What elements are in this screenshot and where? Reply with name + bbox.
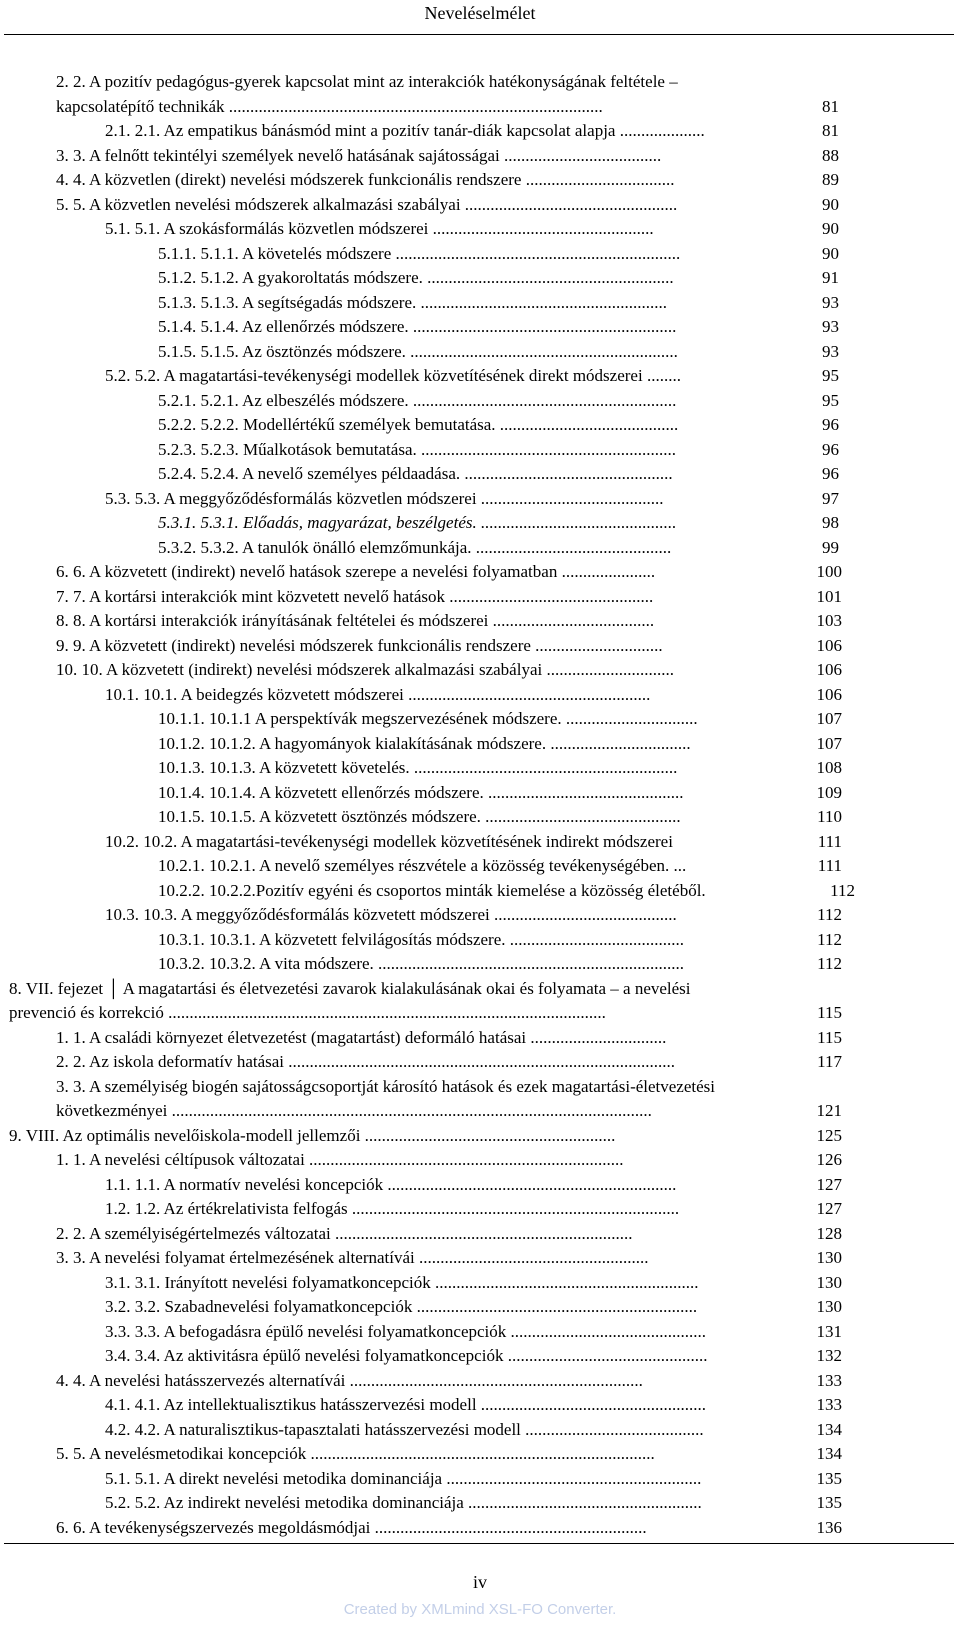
toc-chapter-entry[interactable]: 9. VIII. Az optimális nevelőiskola-modell jellemzői ........................................................... 125 (9, 1125, 842, 1145)
toc-entry[interactable]: 10.2. 10.2. A magatartási-tevékenységi modellek közvetítésének indirekt módszerei 111 (105, 831, 842, 851)
toc-entry[interactable]: 5.1.4. 5.1.4. Az ellenőrzés módszere. .............................................................. 93 (158, 317, 839, 336)
toc-entry[interactable]: 3. 3. A nevelési folyamat értelmezésének alternatívái ...................................................... 130 (56, 1248, 842, 1267)
toc-entry[interactable]: 5.2. 5.2. A magatartási-tevékenységi modellek közvetítésének direkt módszerei ........ 95 (105, 366, 839, 385)
toc-entry[interactable]: 8. 8. A kortársi interakciók irányításának feltételei és módszerei ...................................... 103 (56, 611, 842, 630)
toc-entry[interactable]: 10.1.3. 10.1.3. A közvetett követelés. .............................................................. 108 (158, 758, 842, 777)
toc-entry[interactable]: 10.1.4. 10.1.4. A közvetett ellenőrzés módszere. .............................................. 109 (158, 782, 842, 802)
toc-entry[interactable]: 5.1. 5.1. A direkt nevelési metodika dominanciája ............................................................ 135 (105, 1468, 842, 1488)
page-number: iv (472, 1572, 487, 1592)
toc-entry[interactable]: kapcsolatépítő technikák ........................................................................................ 81 (56, 96, 839, 116)
toc-entry[interactable]: 7. 7. A kortársi interakciók mint közvetett nevelő hatások ................................................ 101 (56, 586, 842, 606)
toc-entry[interactable]: 6. 6. A tevékenységszervezés megoldásmódjai ................................................................ 136 (56, 1517, 842, 1537)
toc-entry[interactable]: 4.2. 4.2. A naturalisztikus-tapasztalati hatásszervezési modell .......................................... 134 (105, 1419, 842, 1439)
toc-entry[interactable]: 10.1.1. 10.1.1 A perspektívák megszervezésének módszere. ............................... 107 (158, 709, 842, 728)
toc-entry[interactable]: 3. 3. A felnőtt tekintélyi személyek nevelő hatásának sajátosságai ..................................... 88 (56, 145, 839, 165)
table-of-contents (0, 70, 960, 1540)
toc-entry[interactable]: 4. 4. A közvetlen (direkt) nevelési módszerek funkcionális rendszere ................................... 89 (56, 170, 839, 189)
toc-entry[interactable]: 3. 3. A személyiség biogén sajátosságcsoportját károsító hatások és ezek magatartási-életvezetési (56, 1076, 716, 1096)
toc-entry[interactable]: 3.3. 3.3. A befogadásra épülő nevelési folyamatkoncepciók .............................................. 131 (105, 1321, 842, 1341)
toc-entry[interactable]: 10.3.2. 10.3.2. A vita módszere. ........................................................................ 112 (158, 954, 842, 973)
toc-entry[interactable]: 5.1.3. 5.1.3. A segítségadás módszere. .......................................................... 93 (158, 292, 839, 312)
toc-entry[interactable]: 2.1. 2.1. Az empatikus bánásmód mint a pozitív tanár-diák kapcsolat alapja .................... 81 (105, 121, 839, 140)
toc-entry[interactable]: 3.4. 3.4. Az aktivitásra épülő nevelési folyamatkoncepciók ............................................... 132 (105, 1346, 842, 1365)
toc-entry[interactable]: 6. 6. A közvetett (indirekt) nevelő hatások szerepe a nevelési folyamatban ...................... 100 (56, 562, 842, 581)
toc-chapter-entry[interactable]: 8. VII. fejezet │ A magatartási és életvezetési zavarok kialakulásának okai és folyamata – a nevelési (9, 978, 691, 998)
toc-entry[interactable]: 2. 2. A személyiségértelmezés változatai ...................................................................... 128 (56, 1223, 842, 1243)
toc-entry[interactable]: 3.1. 3.1. Irányított nevelési folyamatkoncepciók .............................................................. 130 (105, 1272, 842, 1292)
toc-entry[interactable]: 10.1.5. 10.1.5. A közvetett ösztönzés módszere. .............................................. 110 (158, 807, 842, 826)
toc-entry[interactable]: 10. 10. A közvetett (indirekt) nevelési módszerek alkalmazási szabályai .............................. 106 (56, 660, 842, 679)
toc-entry[interactable]: 4.1. 4.1. Az intellektualisztikus hatásszervezési modell ..................................................... 133 (105, 1395, 842, 1414)
toc-entry[interactable]: 1. 1. A nevelési céltípusok változatai .......................................................................... 126 (56, 1150, 842, 1169)
toc-entry[interactable]: 9. 9. A közvetett (indirekt) nevelési módszerek funkcionális rendszere .............................. 106 (56, 635, 842, 655)
toc-entry[interactable]: 5.1. 5.1. A szokásformálás közvetlen módszerei .................................................... 90 (105, 219, 839, 238)
running-header: Neveléselmélet (424, 3, 536, 23)
toc-entry[interactable]: 1.2. 1.2. Az értékrelativista felfogás ............................................................................. 127 (105, 1199, 842, 1218)
toc-entry[interactable]: következményei ................................................................................................................. 121 (56, 1101, 842, 1120)
toc-entry[interactable]: 1. 1. A családi környezet életvezetést (magatartást) deformáló hatásai ................................ 115 (56, 1027, 842, 1047)
toc-entry[interactable]: 5.3. 5.3. A meggyőződésformálás közvetlen módszerei ........................................... 97 (105, 488, 839, 508)
toc-entry[interactable]: 5. 5. A nevelésmetodikai koncepciók ................................................................................. 134 (56, 1444, 842, 1463)
toc-entry[interactable]: 2. 2. A pozitív pedagógus-gyerek kapcsolat mint az interakciók hatékonyságának feltétele – (56, 72, 678, 91)
toc-entry[interactable]: 5.3.1. 5.3.1. Előadás, magyarázat, beszélgetés. .............................................. 98 (158, 513, 839, 532)
toc-entry[interactable]: 5.1.2. 5.1.2. A gyakoroltatás módszere. .......................................................... 91 (158, 268, 839, 287)
toc-entry[interactable]: 5.2.3. 5.2.3. Műalkotások bemutatása. ............................................................ 96 (158, 439, 839, 459)
converter-credit: Created by XMLmind XSL-FO Converter. (343, 1601, 617, 1618)
toc-entry[interactable]: 5.2. 5.2. Az indirekt nevelési metodika dominanciája ....................................................... 135 (105, 1493, 842, 1512)
toc-entry[interactable]: 10.3. 10.3. A meggyőződésformálás közvetett módszerei ........................................... 112 (105, 905, 842, 924)
toc-entry[interactable]: 5.2.2. 5.2.2. Modellértékű személyek bemutatása. .......................................... 96 (158, 415, 839, 434)
toc-entry[interactable]: prevenció és korrekció ....................................................................................................... 115 (9, 1003, 842, 1022)
toc-entry[interactable]: 2. 2. Az iskola deformatív hatásai ........................................................................................... 117 (56, 1052, 842, 1071)
toc-entry[interactable]: 5.2.4. 5.2.4. A nevelő személyes példaadása. ................................................. 96 (158, 464, 839, 483)
toc-entry[interactable]: 10.2.2. 10.2.2.Pozitív egyéni és csoportos minták kiemelése a közösség életéből. 112 (158, 880, 855, 900)
toc-entry[interactable]: 5. 5. A közvetlen nevelési módszerek alkalmazási szabályai .................................................. 90 (56, 194, 839, 214)
toc-entry[interactable]: 10.3.1. 10.3.1. A közvetett felvilágosítás módszere. ......................................... 112 (158, 929, 842, 949)
toc-entry[interactable]: 5.2.1. 5.2.1. Az elbeszélés módszere. .............................................................. 95 (158, 390, 839, 410)
toc-entry[interactable]: 1.1. 1.1. A normatív nevelési koncepciók .................................................................... 127 (105, 1174, 842, 1194)
toc-entry[interactable]: 5.1.1. 5.1.1. A követelés módszere ................................................................... 90 (158, 243, 839, 263)
toc-entry[interactable]: 10.1.2. 10.1.2. A hagyományok kialakításának módszere. ................................. 107 (158, 733, 842, 753)
footer-rule (4, 1543, 954, 1544)
toc-entry[interactable]: 4. 4. A nevelési hatásszervezés alternatívái ..................................................................... 133 (56, 1370, 842, 1390)
toc-entry[interactable]: 5.3.2. 5.3.2. A tanulók önálló elemzőmunkája. .............................................. 99 (158, 537, 839, 557)
toc-entry[interactable]: 5.1.5. 5.1.5. Az ösztönzés módszere. ............................................................... 93 (158, 341, 839, 361)
header-rule (4, 34, 954, 35)
toc-entry[interactable]: 10.1. 10.1. A beidegzés közvetett módszerei ......................................................... 106 (105, 684, 842, 704)
toc-entry[interactable]: 3.2. 3.2. Szabadnevelési folyamatkoncepciók .................................................................. 130 (105, 1297, 842, 1316)
toc-entry[interactable]: 10.2.1. 10.2.1. A nevelő személyes részvétele a közösség tevékenységében. ... 111 (158, 856, 842, 875)
